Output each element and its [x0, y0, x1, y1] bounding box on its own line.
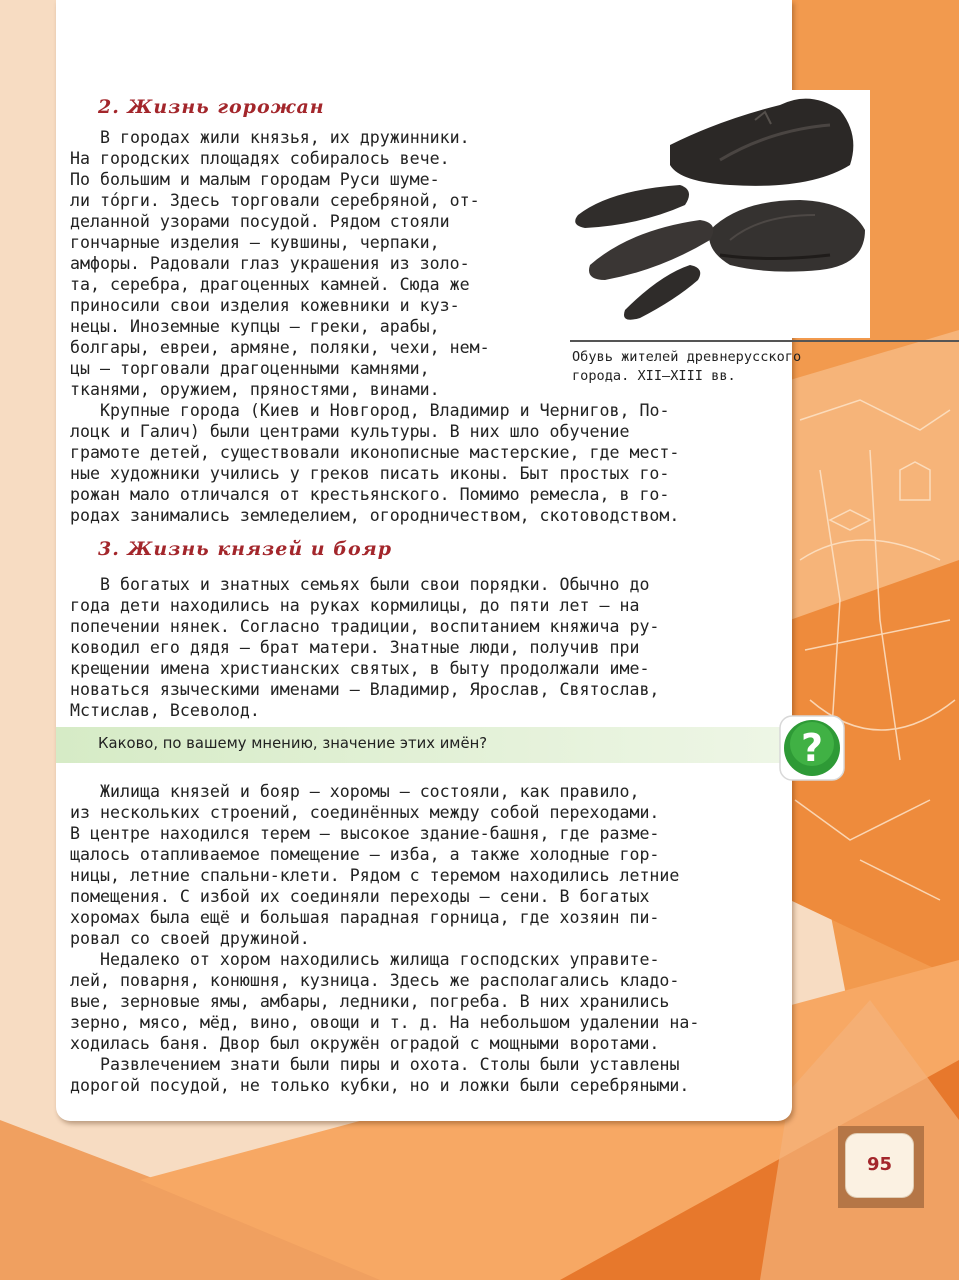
old-russian-shoes-image	[570, 90, 870, 338]
page-number: 95	[845, 1133, 914, 1198]
question-mark-glyph: ?	[800, 726, 824, 770]
image-caption: Обувь жителей древнерусского города. XII—XIII вв.	[572, 349, 802, 384]
section-3-paragraph-1: В богатых и знатных семьях были свои порядки. Обычно до года дети находились на руках кормилицы, до пяти лет — на попечении нянек. Согласно традиции, воспитанием княжича ру- ководил его дядя — брат матери. Знатные люди, получив при крещении имена христианских святых, в быту продолжали име- новаться языческими именами — Владимир, Ярослав, Святослав, Мстислав, Всеволод.	[70, 575, 660, 720]
question-text: Каково, по вашему мнению, значение этих имён?	[98, 735, 488, 752]
section-3-heading: 3. Жизнь князей и бояр	[98, 538, 393, 560]
section-2-paragraph-1: В городах жили князья, их дружинники. На городских площадях собиралось вече. По большим и малым городам Руси шуме- ли тóрги. Здесь торговали серебряной, от- деланной узорами посудой. Рядом стояли гончарные изделия — кувшины, черпаки, амфоры. Радовали глаз украшения из золо- та, серебра, драгоценных камней. Сюда же приносили свои изделия кожевники и куз- нецы. Иноземные купцы — греки, арабы, болгары, евреи, армяне, поляки, чехи, нем- цы — торговали драгоценными камнями, тканями, оружием, пряностями, винами.	[70, 128, 490, 399]
section-3-paragraph-2: Жилища князей и бояр — хоромы — состояли, как правило, из нескольких строений, соединённых между собой переходами. В центре находился терем — высокое здание-башня, где разме- щалось отапливаемое помещение — изба, а также холодные гор- ницы, летние спальни-клети. Рядом с теремом находились летние помещения. С избой их соединяли переходы — сени. В богатых хоромах была ещё и большая парадная горница, где хозяин пи- ровал со своей дружиной.	[70, 782, 680, 948]
section-3-paragraph-4: Развлечением знати были пиры и охота. Столы были уставлены дорогой посудой, не только кубки, но и ложки были серебряными.	[70, 1055, 690, 1095]
section-3-paragraph-3: Недалеко от хором находились жилища господских управите- лей, поварня, конюшня, кузница. Здесь же располагались кладо- вые, зерновые ямы, амбары, ледники, погреба. В них хранились зерно, мясо, мёд, вино, овощи и т. д. На небольшом удалении на- ходилась баня. Двор был окружён оградой с мощными воротами.	[70, 950, 700, 1053]
section-2-heading: 2. Жизнь горожан	[98, 96, 325, 118]
section-2-paragraph-2: Крупные города (Киев и Новгород, Владимир и Чернигов, По- лоцк и Галич) были центрами культуры. В них шло обучение грамоте детей, существовали иконописные мастерские, где мест- ные художники учились у греков писать иконы. Быт простых го- рожан мало отличался от крестьянского. Помимо ремесла, в го- родах занимались земледелием, огородничеством, скотоводством.	[70, 401, 680, 525]
question-mark-icon	[778, 714, 846, 782]
caption-divider	[570, 340, 959, 342]
